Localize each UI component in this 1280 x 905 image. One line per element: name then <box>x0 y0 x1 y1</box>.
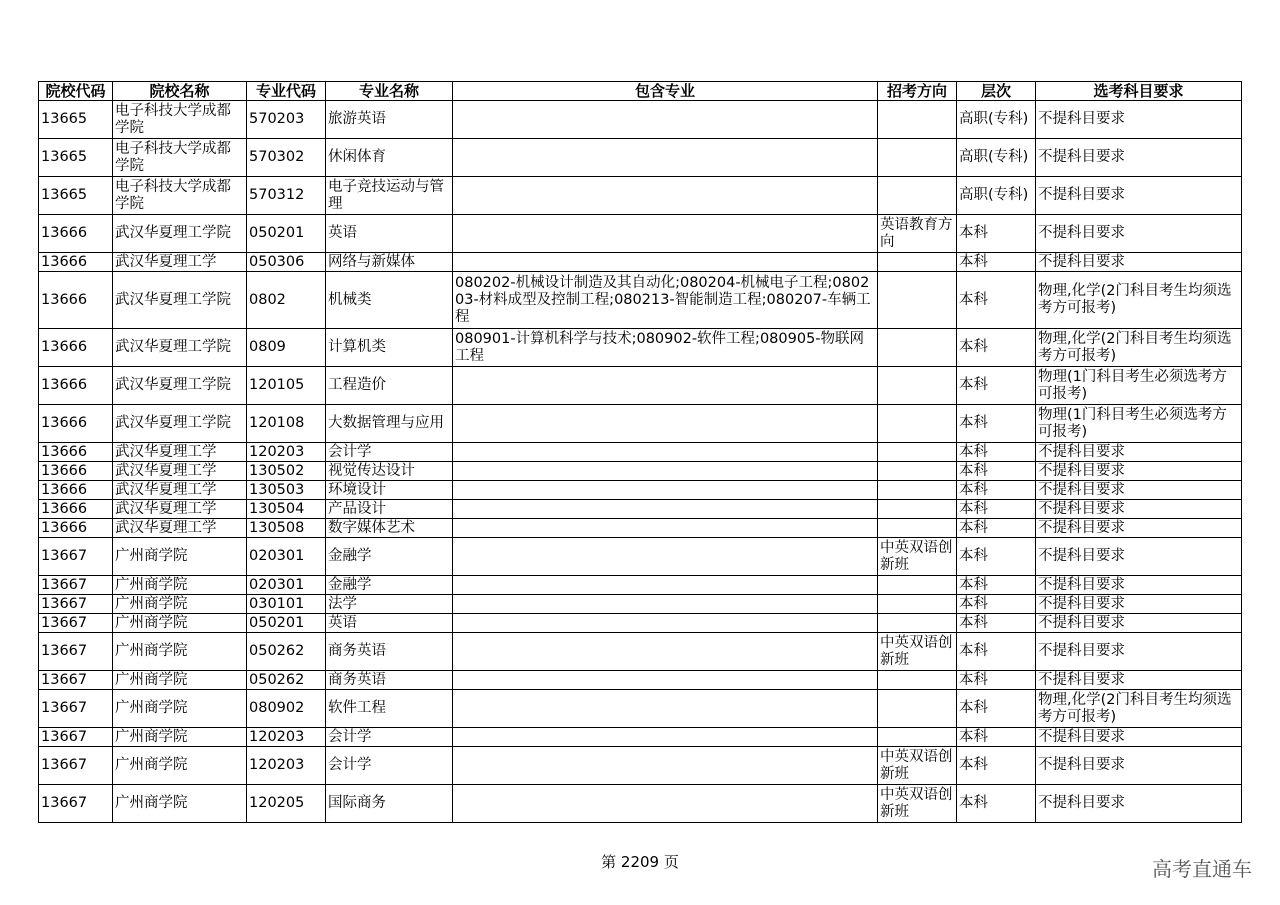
cell-major-name: 旅游英语 <box>326 101 453 139</box>
cell-school-name: 武汉华夏理工学 <box>113 500 247 519</box>
cell-school-code: 13666 <box>39 500 113 519</box>
cell-major-code: 0809 <box>247 329 326 367</box>
cell-major-code: 130504 <box>247 500 326 519</box>
cell-school-code: 13667 <box>39 747 113 785</box>
cell-school-name: 广州商学院 <box>113 728 247 747</box>
table-row <box>39 614 1242 633</box>
cell-major-code: 030101 <box>247 595 326 614</box>
cell-school-code: 13666 <box>39 462 113 481</box>
cell-direction <box>878 101 957 139</box>
cell-major-name: 网络与新媒体 <box>326 253 453 272</box>
cell-subject-requirement: 不提科目要求 <box>1036 747 1242 785</box>
cell-included-majors <box>453 747 878 785</box>
cell-included-majors <box>453 671 878 690</box>
cell-direction <box>878 519 957 538</box>
cell-level: 本科 <box>957 519 1036 538</box>
cell-included-majors <box>453 614 878 633</box>
cell-school-code: 13666 <box>39 367 113 405</box>
table-row <box>39 747 1242 785</box>
table-row <box>39 519 1242 538</box>
cell-level: 本科 <box>957 747 1036 785</box>
cell-level: 本科 <box>957 538 1036 576</box>
cell-direction: 中英双语创新班 <box>878 747 957 785</box>
cell-school-name: 电子科技大学成都学院 <box>113 101 247 139</box>
cell-school-name: 广州商学院 <box>113 785 247 823</box>
cell-major-name: 商务英语 <box>326 633 453 671</box>
cell-level: 本科 <box>957 500 1036 519</box>
cell-major-name: 会计学 <box>326 443 453 462</box>
cell-included-majors <box>453 215 878 253</box>
cell-school-code: 13665 <box>39 139 113 177</box>
cell-direction <box>878 500 957 519</box>
cell-direction: 英语教育方向 <box>878 215 957 253</box>
cell-direction <box>878 139 957 177</box>
cell-subject-requirement: 物理(1门科目考生必须选考方可报考) <box>1036 367 1242 405</box>
cell-subject-requirement: 不提科目要求 <box>1036 462 1242 481</box>
cell-subject-requirement: 不提科目要求 <box>1036 728 1242 747</box>
table-row <box>39 272 1242 329</box>
cell-major-name: 英语 <box>326 215 453 253</box>
cell-major-name: 软件工程 <box>326 690 453 728</box>
cell-subject-requirement: 不提科目要求 <box>1036 443 1242 462</box>
cell-included-majors <box>453 177 878 215</box>
cell-school-name: 广州商学院 <box>113 747 247 785</box>
cell-included-majors <box>453 462 878 481</box>
cell-included-majors <box>453 500 878 519</box>
cell-subject-requirement: 不提科目要求 <box>1036 215 1242 253</box>
cell-major-name: 机械类 <box>326 272 453 329</box>
cell-major-code: 570203 <box>247 101 326 139</box>
cell-direction <box>878 671 957 690</box>
cell-school-code: 13666 <box>39 519 113 538</box>
header-school-name: 院校名称 <box>113 82 247 101</box>
table-row <box>39 329 1242 367</box>
cell-subject-requirement: 不提科目要求 <box>1036 481 1242 500</box>
cell-level: 本科 <box>957 405 1036 443</box>
cell-major-code: 570302 <box>247 139 326 177</box>
cell-included-majors: 080202-机械设计制造及其自动化;080204-机械电子工程;080203-材料成型及控制工程;080213-智能制造工程;080207-车辆工程 <box>453 272 878 329</box>
cell-school-name: 广州商学院 <box>113 690 247 728</box>
cell-major-name: 环境设计 <box>326 481 453 500</box>
table-row <box>39 595 1242 614</box>
cell-included-majors <box>453 785 878 823</box>
table-row <box>39 101 1242 139</box>
cell-school-code: 13667 <box>39 728 113 747</box>
table-row <box>39 690 1242 728</box>
cell-direction: 中英双语创新班 <box>878 538 957 576</box>
cell-level: 本科 <box>957 329 1036 367</box>
cell-direction <box>878 576 957 595</box>
cell-direction <box>878 690 957 728</box>
cell-major-code: 050262 <box>247 671 326 690</box>
cell-school-name: 广州商学院 <box>113 633 247 671</box>
cell-subject-requirement: 不提科目要求 <box>1036 177 1242 215</box>
cell-major-code: 120203 <box>247 728 326 747</box>
header-included-majors: 包含专业 <box>453 82 878 101</box>
cell-level: 本科 <box>957 671 1036 690</box>
cell-school-code: 13667 <box>39 690 113 728</box>
cell-level: 高职(专科) <box>957 177 1036 215</box>
cell-subject-requirement: 不提科目要求 <box>1036 614 1242 633</box>
header-level: 层次 <box>957 82 1036 101</box>
cell-major-code: 0802 <box>247 272 326 329</box>
header-major-name: 专业名称 <box>326 82 453 101</box>
cell-level: 本科 <box>957 443 1036 462</box>
cell-major-code: 120203 <box>247 443 326 462</box>
cell-level: 本科 <box>957 481 1036 500</box>
table-row <box>39 633 1242 671</box>
cell-major-code: 120203 <box>247 747 326 785</box>
cell-subject-requirement: 不提科目要求 <box>1036 633 1242 671</box>
cell-included-majors <box>453 576 878 595</box>
cell-school-code: 13667 <box>39 633 113 671</box>
cell-included-majors <box>453 690 878 728</box>
cell-major-name: 英语 <box>326 614 453 633</box>
cell-level: 本科 <box>957 785 1036 823</box>
cell-major-code: 020301 <box>247 576 326 595</box>
table-row <box>39 253 1242 272</box>
cell-subject-requirement: 不提科目要求 <box>1036 101 1242 139</box>
cell-major-code: 120108 <box>247 405 326 443</box>
cell-school-name: 武汉华夏理工学院 <box>113 272 247 329</box>
table-row <box>39 215 1242 253</box>
page-number: 第 2209 页 <box>601 853 679 871</box>
table-row <box>39 367 1242 405</box>
watermark: 高考直通车 <box>1152 857 1252 881</box>
table-row <box>39 462 1242 481</box>
cell-included-majors <box>453 519 878 538</box>
header-direction: 招考方向 <box>878 82 957 101</box>
cell-direction <box>878 481 957 500</box>
cell-school-name: 广州商学院 <box>113 595 247 614</box>
cell-included-majors <box>453 728 878 747</box>
cell-subject-requirement: 不提科目要求 <box>1036 500 1242 519</box>
cell-level: 本科 <box>957 253 1036 272</box>
cell-level: 高职(专科) <box>957 101 1036 139</box>
cell-major-code: 050306 <box>247 253 326 272</box>
cell-direction <box>878 177 957 215</box>
cell-school-code: 13666 <box>39 443 113 462</box>
cell-school-code: 13666 <box>39 253 113 272</box>
cell-subject-requirement: 不提科目要求 <box>1036 538 1242 576</box>
table-header-row <box>39 82 1242 101</box>
table-row <box>39 785 1242 823</box>
cell-direction <box>878 367 957 405</box>
cell-included-majors <box>453 633 878 671</box>
cell-direction <box>878 272 957 329</box>
cell-subject-requirement: 物理,化学(2门科目考生均须选考方可报考) <box>1036 329 1242 367</box>
admission-table <box>38 81 1242 823</box>
cell-direction <box>878 443 957 462</box>
table-row <box>39 500 1242 519</box>
cell-major-name: 大数据管理与应用 <box>326 405 453 443</box>
cell-major-code: 120205 <box>247 785 326 823</box>
cell-subject-requirement: 不提科目要求 <box>1036 785 1242 823</box>
cell-major-name: 产品设计 <box>326 500 453 519</box>
cell-direction <box>878 253 957 272</box>
cell-school-name: 武汉华夏理工学 <box>113 481 247 500</box>
cell-major-name: 会计学 <box>326 747 453 785</box>
cell-major-code: 020301 <box>247 538 326 576</box>
cell-major-name: 视觉传达设计 <box>326 462 453 481</box>
cell-included-majors <box>453 367 878 405</box>
cell-major-name: 休闲体育 <box>326 139 453 177</box>
cell-school-name: 武汉华夏理工学 <box>113 462 247 481</box>
cell-level: 本科 <box>957 576 1036 595</box>
cell-school-code: 13667 <box>39 785 113 823</box>
cell-included-majors <box>453 139 878 177</box>
cell-level: 本科 <box>957 633 1036 671</box>
cell-school-name: 武汉华夏理工学 <box>113 519 247 538</box>
header-subject-requirement: 选考科目要求 <box>1036 82 1242 101</box>
cell-major-code: 130508 <box>247 519 326 538</box>
cell-major-code: 050201 <box>247 215 326 253</box>
table-row <box>39 443 1242 462</box>
cell-major-name: 会计学 <box>326 728 453 747</box>
header-school-code: 院校代码 <box>39 82 113 101</box>
cell-major-name: 电子竞技运动与管理 <box>326 177 453 215</box>
cell-major-code: 050201 <box>247 614 326 633</box>
cell-school-name: 广州商学院 <box>113 614 247 633</box>
cell-school-code: 13666 <box>39 329 113 367</box>
cell-included-majors: 080901-计算机科学与技术;080902-软件工程;080905-物联网工程 <box>453 329 878 367</box>
cell-school-code: 13666 <box>39 405 113 443</box>
cell-major-name: 金融学 <box>326 538 453 576</box>
cell-major-name: 工程造价 <box>326 367 453 405</box>
cell-subject-requirement: 不提科目要求 <box>1036 253 1242 272</box>
cell-major-name: 商务英语 <box>326 671 453 690</box>
cell-direction <box>878 728 957 747</box>
cell-school-code: 13667 <box>39 538 113 576</box>
cell-included-majors <box>453 595 878 614</box>
cell-included-majors <box>453 481 878 500</box>
cell-school-name: 电子科技大学成都学院 <box>113 139 247 177</box>
cell-level: 本科 <box>957 215 1036 253</box>
cell-included-majors <box>453 538 878 576</box>
table-row <box>39 728 1242 747</box>
cell-major-name: 国际商务 <box>326 785 453 823</box>
cell-subject-requirement: 物理(1门科目考生必须选考方可报考) <box>1036 405 1242 443</box>
cell-subject-requirement: 物理,化学(2门科目考生均须选考方可报考) <box>1036 690 1242 728</box>
cell-included-majors <box>453 443 878 462</box>
cell-major-name: 数字媒体艺术 <box>326 519 453 538</box>
cell-level: 本科 <box>957 367 1036 405</box>
cell-direction <box>878 595 957 614</box>
cell-direction <box>878 405 957 443</box>
cell-school-name: 广州商学院 <box>113 576 247 595</box>
cell-major-code: 130502 <box>247 462 326 481</box>
cell-subject-requirement: 不提科目要求 <box>1036 595 1242 614</box>
cell-level: 本科 <box>957 595 1036 614</box>
cell-school-code: 13667 <box>39 595 113 614</box>
table-row <box>39 538 1242 576</box>
cell-level: 本科 <box>957 272 1036 329</box>
cell-major-code: 570312 <box>247 177 326 215</box>
cell-school-code: 13666 <box>39 272 113 329</box>
cell-level: 本科 <box>957 728 1036 747</box>
table-row <box>39 576 1242 595</box>
cell-school-name: 电子科技大学成都学院 <box>113 177 247 215</box>
cell-school-name: 武汉华夏理工学院 <box>113 215 247 253</box>
cell-level: 本科 <box>957 462 1036 481</box>
cell-level: 本科 <box>957 690 1036 728</box>
cell-school-code: 13667 <box>39 614 113 633</box>
cell-school-code: 13667 <box>39 576 113 595</box>
cell-major-code: 080902 <box>247 690 326 728</box>
cell-subject-requirement: 不提科目要求 <box>1036 139 1242 177</box>
cell-school-name: 武汉华夏理工学院 <box>113 329 247 367</box>
table-row <box>39 481 1242 500</box>
cell-school-code: 13666 <box>39 481 113 500</box>
cell-subject-requirement: 不提科目要求 <box>1036 576 1242 595</box>
table-row <box>39 671 1242 690</box>
cell-included-majors <box>453 101 878 139</box>
cell-major-name: 金融学 <box>326 576 453 595</box>
cell-school-code: 13665 <box>39 101 113 139</box>
cell-major-code: 130503 <box>247 481 326 500</box>
cell-direction: 中英双语创新班 <box>878 633 957 671</box>
table-row <box>39 139 1242 177</box>
cell-school-code: 13666 <box>39 215 113 253</box>
cell-major-code: 120105 <box>247 367 326 405</box>
cell-direction <box>878 329 957 367</box>
cell-major-name: 法学 <box>326 595 453 614</box>
cell-school-name: 广州商学院 <box>113 671 247 690</box>
cell-subject-requirement: 不提科目要求 <box>1036 671 1242 690</box>
table-row <box>39 405 1242 443</box>
cell-direction: 中英双语创新班 <box>878 785 957 823</box>
cell-major-code: 050262 <box>247 633 326 671</box>
cell-school-name: 武汉华夏理工学 <box>113 253 247 272</box>
table-row <box>39 177 1242 215</box>
cell-school-name: 广州商学院 <box>113 538 247 576</box>
cell-direction <box>878 614 957 633</box>
cell-subject-requirement: 不提科目要求 <box>1036 519 1242 538</box>
cell-major-name: 计算机类 <box>326 329 453 367</box>
cell-included-majors <box>453 405 878 443</box>
cell-school-code: 13667 <box>39 671 113 690</box>
cell-school-code: 13665 <box>39 177 113 215</box>
cell-school-name: 武汉华夏理工学院 <box>113 405 247 443</box>
cell-school-name: 武汉华夏理工学院 <box>113 367 247 405</box>
header-major-code: 专业代码 <box>247 82 326 101</box>
cell-level: 本科 <box>957 614 1036 633</box>
cell-school-name: 武汉华夏理工学 <box>113 443 247 462</box>
cell-included-majors <box>453 253 878 272</box>
cell-level: 高职(专科) <box>957 139 1036 177</box>
cell-subject-requirement: 物理,化学(2门科目考生均须选考方可报考) <box>1036 272 1242 329</box>
cell-direction <box>878 462 957 481</box>
